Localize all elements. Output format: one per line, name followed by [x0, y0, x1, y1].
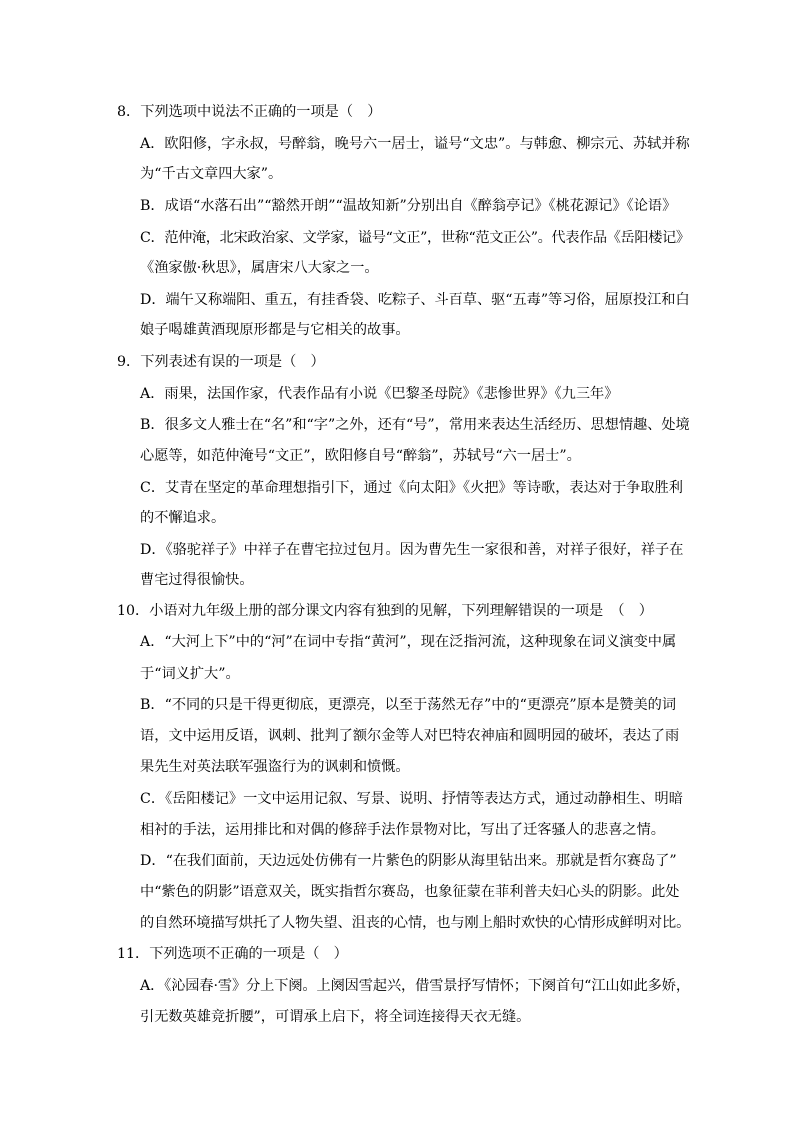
question-8-option-a-cont: 为“千古文章四大家”。: [140, 166, 283, 182]
question-10-option-d: D．“在我们面前，天边远处仿佛有一片紫色的阴影从海里钻出来。那就是哲尔赛岛了”: [140, 853, 677, 869]
question-9-option-b: B．很多文人雅士在“名”和“字”之外，还有“号”，常用来表达生活经历、思想情趣、处境: [140, 417, 690, 433]
question-10-stem: 10．小语对九年级上册的部分课文内容有独到的见解，下列理解错误的一项是 （ ）: [117, 603, 653, 619]
question-10-option-a: A．“大河上下”中的“河”在词中专指“黄河”，现在泛指河流，这种现象在词义演变中属: [140, 634, 677, 650]
question-11-option-a: A．《沁园春·雪》分上下阕。上阕因雪起兴，借雪景抒写情怀；下阕首句“江山如此多娇，: [140, 978, 690, 994]
question-8-option-c-cont: 《渔家傲·秋思》，属唐宋八大家之一。: [140, 260, 379, 276]
question-10-option-a-cont: 于“词义扩大”。: [140, 666, 240, 682]
question-10-option-b-cont1: 语，文中运用反语，讽刺、批判了额尔金等人对巴特农神庙和圆明园的破坏，表达了雨: [140, 728, 680, 744]
question-10-option-d-cont2: 的自然环境描写烘托了人物失望、沮丧的心情，也与刚上船时欢快的心情形成鲜明对比。: [140, 915, 691, 931]
question-9-option-b-cont: 心愿等，如范仲淹号“文正”，欧阳修自号“醉翁”，苏轼号“六一居士”。: [140, 448, 581, 464]
question-9-option-c: C．艾青在坚定的革命理想指引下，通过《向太阳》《火把》等诗歌，表达对于争取胜利: [140, 480, 683, 496]
question-10-option-c: C．《岳阳楼记》一文中运用记叙、写景、说明、抒情等表达方式，通过动静相生、明暗: [140, 791, 683, 807]
question-8-stem: 8．下列选项中说法不正确的一项是（ ）: [117, 104, 382, 120]
question-8-option-d-cont: 娘子喝雄黄酒现原形都是与它相关的故事。: [140, 322, 410, 338]
question-9-option-d-cont: 曹宅过得很愉快。: [140, 572, 254, 588]
question-11-stem: 11．下列选项不正确的一项是（ ）: [117, 946, 348, 962]
question-10-option-c-cont: 相衬的手法，运用排比和对偶的修辞手法作景物对比，写出了迁客骚人的悲喜之情。: [140, 822, 665, 838]
question-8-option-c: C．范仲淹，北宋政治家、文学家，谥号“文正”，世称“范文正公”。代表作品《岳阳楼记》: [140, 230, 690, 246]
question-11-option-a-cont: 引无数英雄竞折腰”，可谓承上启下，将全词连接得天衣无缝。: [140, 1009, 531, 1025]
question-9-option-c-cont: 的不懈追求。: [140, 510, 226, 526]
question-10-option-d-cont1: 中“紫色的阴影”语意双关，既实指哲尔赛岛，也象征蒙在菲利普夫妇心头的阴影。此处: [140, 884, 680, 900]
question-8-option-d: D．端午又称端阳、重五，有挂香袋、吃粽子、斗百草、驱“五毒”等习俗，屈原投江和白: [140, 292, 690, 308]
question-9-option-d: D．《骆驼祥子》中祥子在曹宅拉过包月。因为曹先生一家很和善，对祥子很好，祥子在: [140, 542, 684, 558]
question-9-stem: 9．下列表述有误的一项是（ ）: [117, 354, 325, 370]
question-10-option-b-cont2: 果先生对英法联军强盗行为的讽刺和愤慨。: [140, 759, 410, 775]
question-10-option-b: B．“不同的只是干得更彻底，更漂亮，以至于荡然无存”中的“更漂亮”原本是赞美的词: [140, 697, 677, 713]
question-9-option-a: A．雨果，法国作家，代表作品有小说《巴黎圣母院》《悲惨世界》《九三年》: [140, 386, 619, 402]
question-8-option-a: A．欧阳修，字永叔，号醉翁，晚号六一居士，谥号“文忠”。与韩愈、柳宗元、苏轼并称: [140, 136, 690, 152]
question-8-option-b: B．成语“水落石出”“豁然开朗”“温故知新”分别出自《醉翁亭记》《桃花源记》《论语》: [140, 198, 677, 214]
